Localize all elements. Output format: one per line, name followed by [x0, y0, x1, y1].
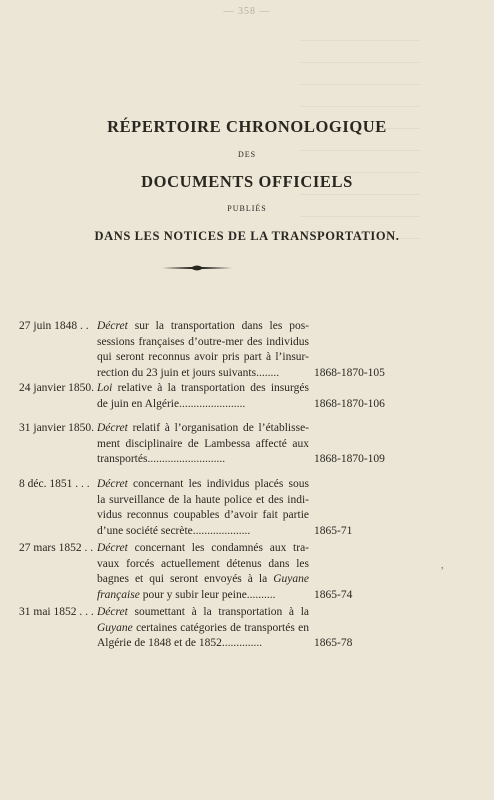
entry-date: 24 janvier 1850.	[19, 382, 95, 394]
entry-last-line: de juin en Algérie.......................	[97, 397, 246, 410]
entry-line: vaux forcés actuellement détenus dans les	[97, 557, 309, 570]
entry-reference: 1865-74	[314, 588, 353, 601]
entry-text	[97, 477, 309, 539]
subtitle-connector-2: PUBLIÉS	[227, 204, 267, 213]
ornament-rule-icon	[162, 264, 232, 272]
entry-line: la surveillance de la haute police et des indi-	[97, 493, 309, 506]
entry-date: 8 déc. 1851 . . .	[19, 478, 90, 490]
entry-reference: 1868-1870-106	[314, 397, 385, 410]
entry-text	[97, 541, 309, 603]
entry-line: qui seront reconnus avoir pris part à l’insur-	[97, 351, 309, 364]
entry-line: vidus reconnus coupables d’avoir fait partie	[97, 509, 309, 522]
entry-reference: 1868-1870-105	[314, 366, 385, 379]
entry-line: ment disciplinaire de Lambessa affecté aux	[97, 437, 309, 450]
entry-date: 31 mai 1852 . . .	[19, 606, 94, 618]
entry-keyword: Décret	[97, 422, 128, 434]
entry-keyword: Loi	[97, 382, 113, 394]
entry-reference: 1865-71	[314, 524, 353, 537]
entry-line: sessions françaises d’outre-mer des individus	[97, 335, 309, 348]
entry-text	[97, 381, 309, 412]
entry-first-line: Décret concernant les condamnés aux tra-	[97, 542, 309, 554]
entry-keyword: Décret	[97, 606, 128, 618]
entry-text	[97, 605, 309, 652]
stray-mark: ,	[441, 560, 444, 571]
entry-last-line: Algérie de 1848 et de 1852..............	[97, 637, 263, 650]
entry-last-line: d’une société secrète....................	[97, 524, 251, 537]
entry-line: Guyane certaines catégories de transportés en	[97, 621, 309, 634]
italic-place-name: Guyane	[97, 621, 133, 634]
entry-first-line: Loi relative à la transportation des insurgés	[97, 382, 309, 394]
entry-date: 27 mars 1852 . .	[19, 542, 94, 554]
entry-keyword: Décret	[97, 320, 128, 332]
tertiary-title: DANS LES NOTICES DE LA TRANSPORTATION.	[94, 229, 400, 243]
entry-keyword: Décret	[97, 478, 128, 490]
entry-last-line: transportés...........................	[97, 453, 226, 466]
italic-place-name: française	[97, 588, 140, 601]
entry-first-line: Décret sur la transportation dans les pos-	[97, 320, 309, 332]
entry-last-line: française pour y subir leur peine..........	[97, 588, 276, 601]
entry-reference: 1865-78	[314, 637, 353, 650]
entry-reference: 1868-1870-109	[314, 453, 385, 466]
main-title: RÉPERTOIRE CHRONOLOGIQUE	[107, 117, 387, 136]
entry-line: bagnes et qui seront envoyés à la Guyane	[97, 573, 309, 586]
entry-first-line: Décret concernant les individus placés sous	[97, 478, 309, 490]
page-number: — 358 —	[223, 6, 271, 17]
entry-first-line: Décret relatif à l’organisation de l’établisse-	[97, 422, 309, 434]
italic-place-name: Guyane	[273, 573, 309, 586]
entry-first-line: Décret soumettant à la transportation à la	[97, 606, 309, 618]
entry-keyword: Décret	[97, 542, 128, 554]
subtitle-connector-1: DES	[237, 150, 257, 159]
entry-text	[97, 319, 309, 381]
secondary-title: DOCUMENTS OFFICIELS	[141, 172, 353, 191]
entry-text	[97, 421, 309, 468]
entry-date: 31 janvier 1850.	[19, 422, 95, 434]
entry-date: 27 juin 1848 . .	[19, 320, 89, 332]
entry-last-line: rection du 23 juin et jours suivants........	[97, 366, 280, 379]
